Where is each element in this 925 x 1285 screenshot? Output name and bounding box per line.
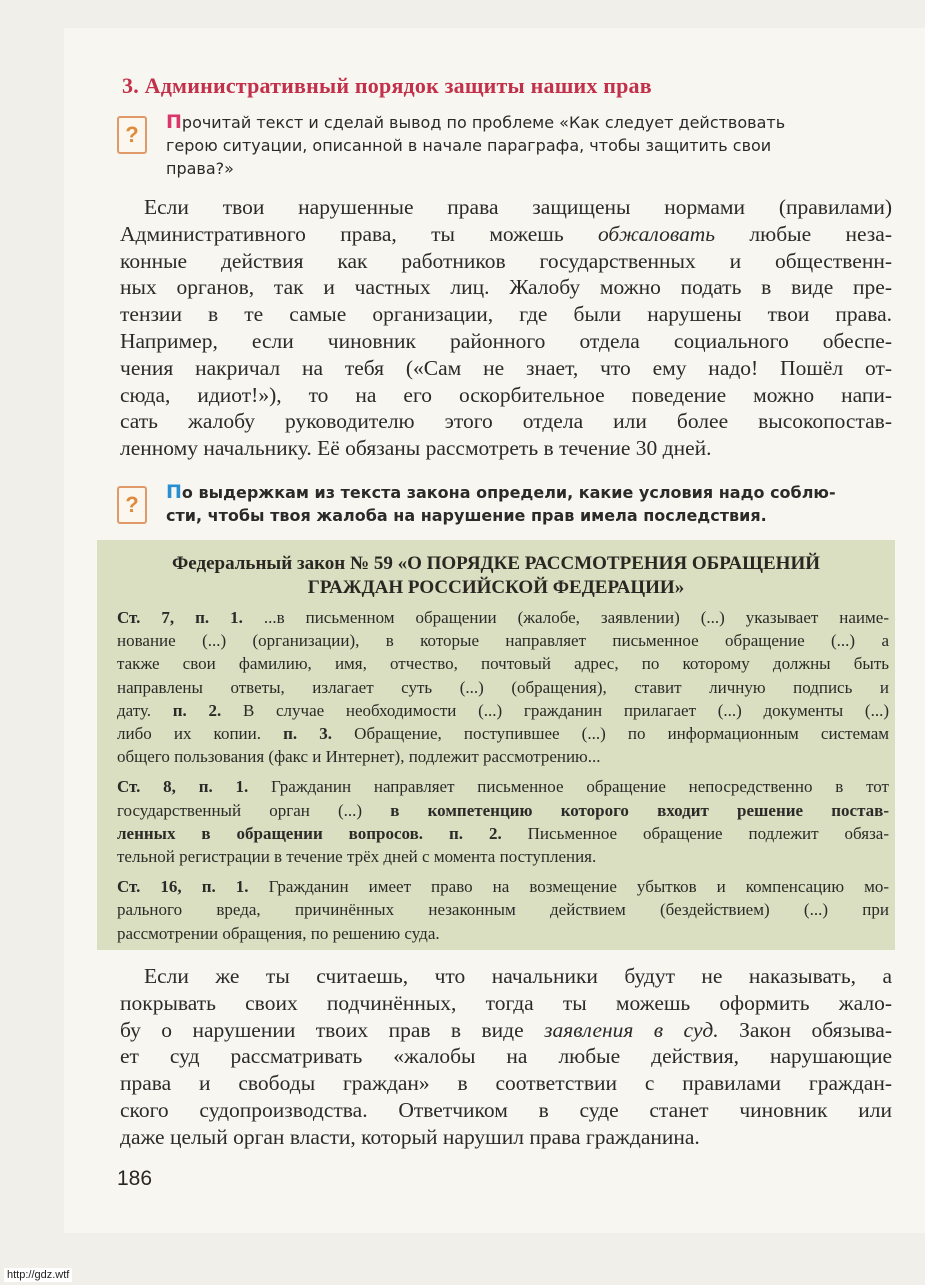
text-line: Если твои нарушенные права защищены нормами (правилами) (144, 195, 892, 219)
law-line: общего пользования (факс и Интернет), подлежит рассмотрению... (117, 747, 601, 767)
law-body (117, 606, 889, 945)
text-line: ет суд рассматривать «жалобы на любые действия, нарушающие (120, 1044, 892, 1069)
drop-cap: П (166, 481, 182, 503)
text-line: Административного права, ты можешь обжаловать любые неза- (120, 221, 892, 246)
text-line: ленному начальнику. Её обязаны рассмотреть в течение 30 дней. (120, 436, 712, 461)
task-line: Прочитай текст и сделай вывод по проблеме «Как следует действовать (166, 111, 786, 133)
task-line: герою ситуации, описанной в начале параграфа, чтобы защитить свои (166, 136, 772, 155)
text-line: чения накричал на тебя («Сам не знает, что ему надо! Пошёл от- (120, 355, 892, 380)
text-line: ных органов, так и частных лиц. Жалобу можно подать в виде пре- (120, 275, 892, 300)
text-line: даже целый орган власти, который нарушил права гражданина. (120, 1124, 700, 1149)
text-line: ского судопроизводства. Ответчиком в суде станет чиновник или (120, 1097, 892, 1122)
law-line: Ст. 16, п. 1. Гражданин имеет право на возмещение убытков и компенсацию мо- (117, 877, 890, 897)
text-line: права и свободы граждан» в соответствии с правилами граждан- (120, 1071, 892, 1096)
law-line: также свои фамилию, имя, отчество, почтовый адрес, по которому должны быть (117, 654, 889, 674)
law-line: рассмотрении обращения, по решению суда. (117, 923, 440, 943)
section-title: 3. Административный порядок защиты наших прав (122, 73, 652, 98)
task-line: права?» (166, 159, 234, 178)
law-line: либо их копии. п. 3. Обращение, поступившее (...) по информационным системам (117, 724, 890, 744)
text-line: тензии в те самые организации, где были нарушены твои права. (120, 302, 892, 327)
question-icon: ? (117, 486, 147, 524)
law-title: Федеральный закон № 59 «О ПОРЯДКЕ РАССМОТРЕНИЯ ОБРАЩЕНИЙ ГРАЖДАН РОССИЙСКОЙ ФЕДЕРАЦИИ» (171, 553, 821, 598)
law-line: государственный орган (...) в компетенцию которого входит решение постав- (117, 800, 889, 820)
paragraph-1 (120, 194, 892, 462)
law-line: рального вреда, причинённых незаконным действием (бездействием) (...) при (117, 900, 889, 920)
watermark-link[interactable]: http://gdz.wtf (4, 1268, 72, 1282)
law-line: Ст. 8, п. 1. Гражданин направляет письменное обращение непосредственно в тот (117, 777, 889, 797)
text-line: бу о нарушении твоих прав в виде заявления в суд. Закон обязыва- (120, 1017, 892, 1042)
law-excerpt-box (97, 540, 895, 950)
task-line: По выдержкам из текста закона определи, какие условия надо соблю- (166, 481, 836, 503)
page-number: 186 (117, 1167, 153, 1190)
law-line: тельной регистрации в течение трёх дней с момента поступления. (117, 847, 597, 867)
question-icon: ? (117, 116, 147, 154)
law-line: Ст. 7, п. 1. ...в письменном обращении (жалобе, заявлении) (...) указывает наиме- (117, 608, 889, 627)
law-line: нование (...) (организации), в которые направляет письменное обращение (...) а (117, 631, 889, 651)
law-line: направлены ответы, излагает суть (...) (обращения), ставит личную подпись и (117, 677, 889, 697)
law-line: дату. п. 2. В случае необходимости (...) гражданин прилагает (...) документы (...) (117, 700, 889, 720)
text-line: конные действия как работников государственных и общественн- (120, 248, 892, 273)
text-line: сать жалобу руководителю этого отдела или более высокопостав- (120, 409, 892, 434)
drop-cap: П (166, 111, 182, 133)
text-line: Например, если чиновник районного отдела социального обеспе- (120, 328, 892, 353)
text-line: покрывать своих подчинённых, тогда ты можешь оформить жало- (120, 990, 892, 1015)
task-prompt-2 (166, 481, 896, 527)
text-line: Если же ты считаешь, что начальники будут не наказывать, а (144, 964, 892, 988)
text-line: сюда, идиот!»), то на его оскорбительное поведение можно напи- (120, 382, 892, 407)
task-line: сти, чтобы твоя жалоба на нарушение прав имела последствия. (166, 506, 767, 525)
task-prompt-1 (166, 111, 896, 180)
law-line: ленных в обращении вопросов. п. 2. Письменное обращение подлежит обяза- (117, 823, 889, 843)
paragraph-2 (120, 963, 892, 1151)
